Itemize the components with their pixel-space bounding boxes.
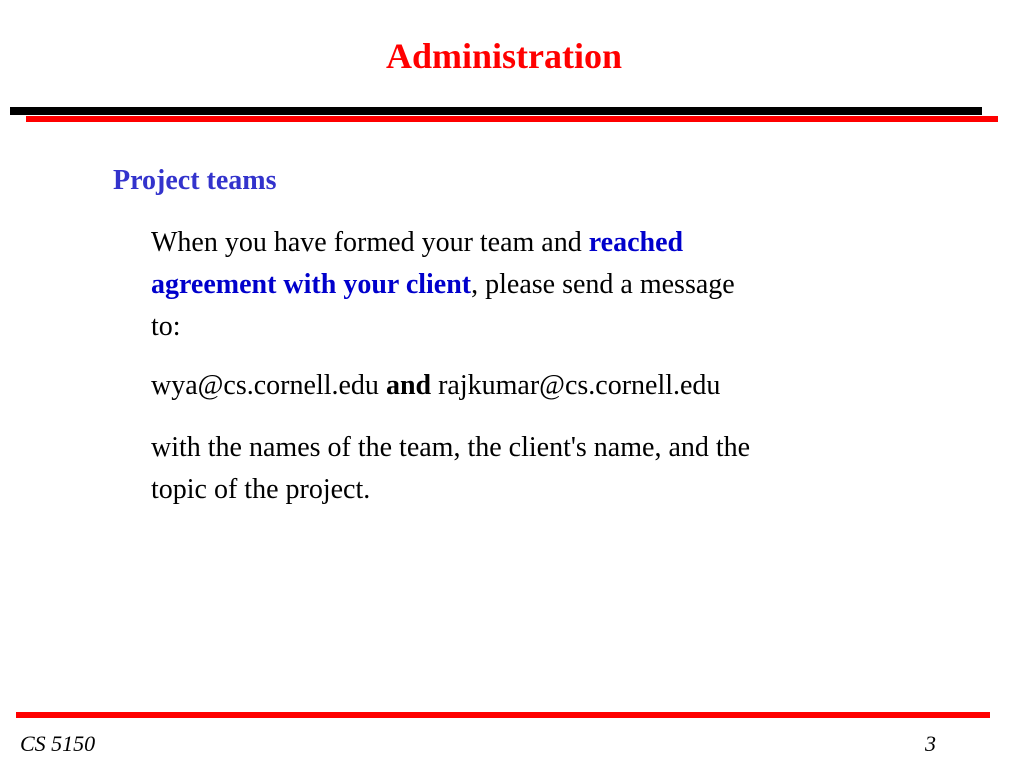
paragraph-text: , please send a message: [471, 269, 735, 300]
title-rule-black: [10, 107, 982, 115]
paragraph-emails: [151, 365, 891, 407]
paragraph-text: to:: [151, 311, 181, 342]
title-rule-red: [26, 116, 998, 122]
footer-course: CS 5150: [20, 731, 96, 756]
paragraph-instructions: [151, 222, 891, 348]
footer-rule-red: [16, 712, 990, 718]
email-address: wya@cs.cornell.edu: [151, 370, 379, 401]
paragraph-text: with the names of the team, the client's name, and the: [151, 432, 751, 463]
footer-page-number: 3: [925, 731, 936, 756]
emphasis-text: reached: [588, 227, 684, 258]
paragraph-details: [151, 427, 891, 511]
paragraph-text: When you have formed your team and: [151, 227, 589, 258]
emphasis-text: agreement with your client: [151, 269, 472, 300]
section-heading: Project teams: [113, 165, 277, 196]
paragraph-text: topic of the project.: [151, 474, 371, 505]
slide-title: Administration: [385, 36, 623, 76]
email-address: rajkumar@cs.cornell.edu: [438, 370, 721, 401]
conjunction-text: and: [385, 370, 432, 401]
